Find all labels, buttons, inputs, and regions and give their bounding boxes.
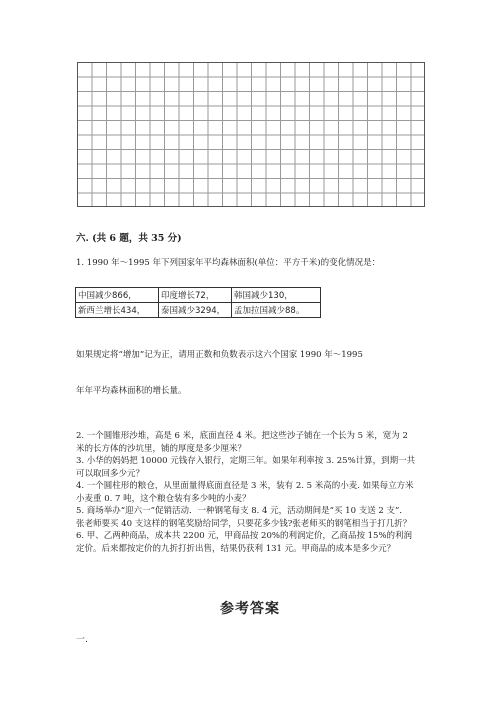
table-cell: 新西兰增长434，	[76, 303, 159, 318]
section-heading: 六. (共 6 题，共 35 分)	[76, 233, 182, 244]
table-row	[76, 303, 321, 318]
table-cell: 中国减少866，	[76, 288, 159, 303]
forest-change-table	[75, 287, 321, 318]
table-row	[76, 288, 321, 303]
answers-title: 参考答案	[220, 601, 280, 617]
question-list	[76, 430, 416, 555]
question-1-intro: 1. 1990 年～1995 年下列国家年平均森林面积(单位：平方千米)的变化情况是：	[76, 258, 381, 268]
question-2: 2. 一个圆锥形沙堆，高是 6 米，底面直径 4 米。把这些沙子铺在一个长为 5 米，宽为 2 米的长方体的沙坑里，铺的厚度是多少厘米？	[76, 431, 408, 454]
question-1-rule-line-2: 年年平均森林面积的增长量。	[76, 386, 187, 396]
table-cell: 泰国减少3294，	[159, 303, 232, 318]
question-1-rule-line-1: 如果规定将“增加”记为正，请用正数和负数表示这六个国家 1990 年～1995	[76, 350, 363, 360]
answers-first-item: 一.	[76, 635, 88, 645]
question-3: 3. 小华的妈妈把 10000 元钱存入银行，定期三年。如果年利率按 3. 25%计算，到期一共可以取回多少元？	[76, 456, 416, 479]
table-cell: 印度增长72，	[159, 288, 232, 303]
question-6: 6. 甲、乙两种商品，成本共 2200 元，甲商品按 20%的利润定价，乙商品按 15%的利润定价。后来都按定价的九折打折出售，结果仍获利 131 元。甲商品的成本是多少元？	[76, 531, 413, 554]
writing-grid	[77, 62, 425, 207]
question-4: 4. 一个圆柱形的粮仓，从里面量得底面直径是 3 米，装有 2. 5 米高的小麦. 如果每立方米小麦重 0. 7 吨，这个粮仓装有多少吨的小麦？	[76, 481, 414, 504]
table-cell: 孟加拉国减少88。	[232, 303, 321, 318]
question-5: 5. 商场举办“迎六一”促销活动．一种钢笔每支 8. 4 元，活动期间是“买 10 支送 2 支”．张老师要买 40 支这样的钢笔奖励给同学，只要花多少钱?张老师买的钢笔相当于打几折？	[76, 506, 412, 529]
table-cell: 韩国减少130，	[232, 288, 321, 303]
